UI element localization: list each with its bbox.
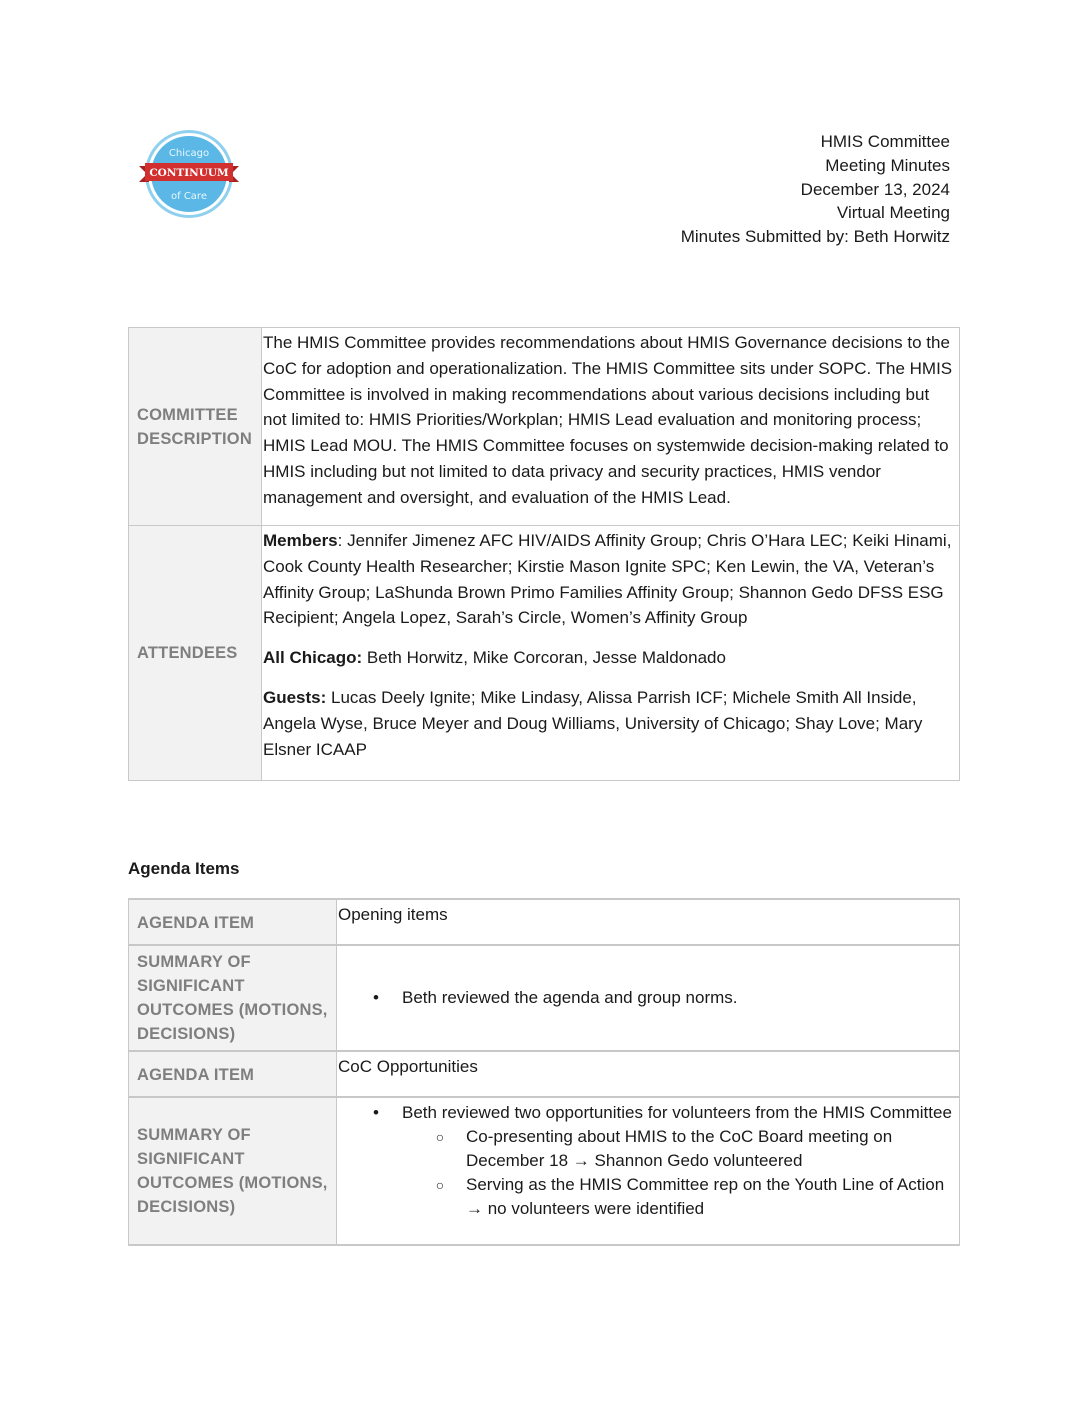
agenda-summary-row bbox=[129, 1097, 960, 1245]
meeting-date: December 13, 2024 bbox=[800, 179, 950, 199]
logo-banner-text: CONTINUUM bbox=[149, 167, 229, 179]
agenda-item-row bbox=[129, 1051, 960, 1097]
committee-title: HMIS Committee bbox=[820, 132, 950, 151]
summary-bullet: • Beth reviewed two opportunities for volunteers from the HMIS Committee ○ Co-presenting about HMIS to the CoC Board meeting on December 18 → Shannon Gedo volunteered ○ Serving as the HMIS Committee rep on the Youth Line of Action → no volunteers were identified bbox=[338, 1101, 957, 1221]
attendees-guests: Guests: Lucas Deely Ignite; Mike Lindasy, Alissa Parrish ICF; Michele Smith All Inside, Angela Wyse, Bruce Meyer and Doug Williams, University of Chicago; Shay Love; Mary Elsner ICAAP bbox=[263, 687, 923, 759]
bullet-icon: • bbox=[373, 988, 379, 1007]
committee-info-table bbox=[128, 327, 960, 781]
circle-bullet-icon: ○ bbox=[435, 1177, 445, 1193]
agenda-table bbox=[128, 898, 960, 1246]
meeting-location: Virtual Meeting bbox=[836, 203, 950, 223]
summary-label: SUMMARY OF SIGNIFICANT OUTCOMES (MOTIONS, DECISIONS) bbox=[129, 1097, 337, 1245]
sub-bullet: ○ Co-presenting about HMIS to the CoC Board meeting on December 18 → Shannon Gedo volunteered bbox=[435, 1127, 893, 1170]
committee-description-row bbox=[129, 328, 960, 526]
committee-description-text: The HMIS Committee provides recommendations about HMIS Governance decisions to the CoC for adoption and operationalization. The HMIS Committee sits under SOPC. The HMIS Committee is involved in making recommendations about various decisions including but not limited to: HMIS Priorities/Workplan; HMIS Lead evaluation and monitoring process; HMIS Lead MOU. The HMIS Committee focuses on systemwide decision-making related to HMIS including but not limited to data privacy and security practices, HMIS vendor management and oversight, and evaluation of the HMIS Lead. bbox=[262, 328, 960, 526]
attendees-members: Members: Jennifer Jimenez AFC HIV/AIDS Affinity Group; Chris O’Hara LEC; Keiki Hinami, Cook County Health Researcher; Kirstie Mason Ignite SPC; Ken Lewin, the VA, Veteran’s Affinity Group; LaShunda Brown Primo Families Affinity Group; Shannon Gedo DFSS ESG Recipient; Angela Lopez, Sarah’s Circle, Women’s Affinity Group bbox=[263, 531, 952, 628]
summary-label: SUMMARY OF SIGNIFICANT OUTCOMES (MOTIONS, DECISIONS) bbox=[129, 945, 337, 1051]
attendees-label: ATTENDEES bbox=[129, 526, 262, 781]
bullet-icon: • bbox=[373, 1103, 379, 1122]
circle-bullet-icon: ○ bbox=[435, 1129, 445, 1145]
agenda-item-label: AGENDA ITEM bbox=[129, 1051, 337, 1097]
summary-bullets bbox=[338, 1101, 957, 1221]
attendees-all-chicago: All Chicago: Beth Horwitz, Mike Corcoran, Jesse Maldonado bbox=[263, 648, 726, 668]
chicago-continuum-of-care-logo bbox=[137, 128, 243, 220]
agenda-item-row bbox=[129, 899, 960, 945]
summary-bullets bbox=[338, 986, 957, 1010]
agenda-item-label: AGENDA ITEM bbox=[129, 899, 337, 945]
logo-top-text: Chicago bbox=[168, 148, 210, 159]
attendees-row bbox=[129, 526, 960, 781]
document-type: Meeting Minutes bbox=[825, 155, 950, 175]
agenda-item-title: CoC Opportunities bbox=[337, 1051, 960, 1097]
document-header bbox=[681, 130, 950, 249]
agenda-heading: Agenda Items bbox=[128, 859, 240, 878]
agenda-item-title: Opening items bbox=[337, 899, 960, 945]
sub-bullets bbox=[402, 1125, 957, 1221]
logo-bottom-text: of Care bbox=[171, 191, 207, 202]
submitted-by: Minutes Submitted by: Beth Horwitz bbox=[680, 227, 950, 247]
committee-description-label: COMMITTEE DESCRIPTION bbox=[129, 328, 262, 526]
agenda-summary-row bbox=[129, 945, 960, 1051]
sub-bullet: ○ Serving as the HMIS Committee rep on the Youth Line of Action → no volunteers were identified bbox=[435, 1175, 945, 1218]
summary-bullet: • Beth reviewed the agenda and group norms. bbox=[338, 986, 957, 1010]
